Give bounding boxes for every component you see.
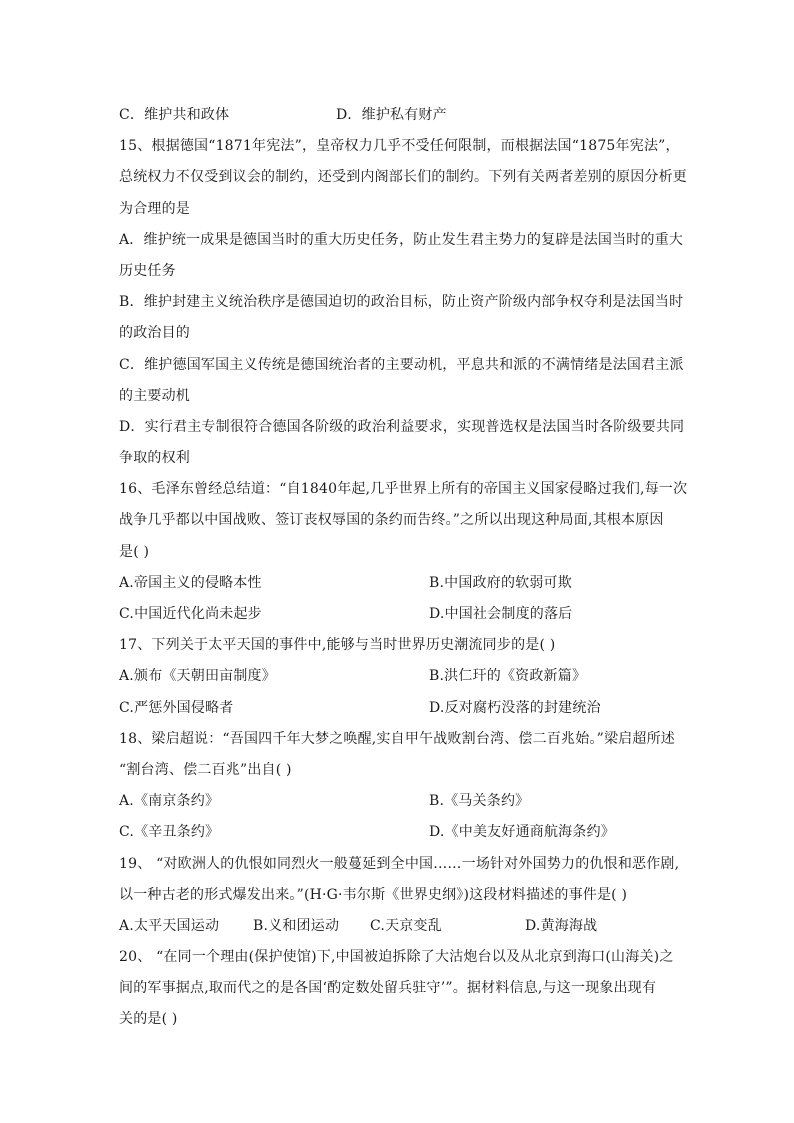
q17-options-ab bbox=[119, 661, 679, 692]
q20-stem-line-1: 20、 “在同一个理由(保护使馆)下,中国被迫拆除了大沽炮台以及从北京到海口(山海关)之 bbox=[119, 949, 674, 966]
q18-option-c: C.《辛丑条约》 bbox=[119, 824, 220, 841]
q15-option-d-line-1: D．实行君主专制很符合德国各阶级的政治利益要求，实现普选权是法国当时各阶级要共同 bbox=[119, 418, 685, 435]
q16-option-d: D.中国社会制度的落后 bbox=[429, 606, 573, 622]
q14-option-c: C．维护共和政体 bbox=[119, 107, 230, 123]
q14-option-d: D．维护私有财产 bbox=[336, 107, 447, 123]
q15-option-d-line-2: 争取的权利 bbox=[119, 450, 190, 467]
q18-options-ab bbox=[119, 786, 679, 817]
q18-stem-line-2: “割台湾、偿二百兆”出自( ) bbox=[119, 761, 292, 778]
q17-option-c: C.严惩外国侵略者 bbox=[119, 699, 234, 716]
q15-stem-line-3: 为合理的是 bbox=[119, 200, 190, 217]
q16-option-a: A.帝国主义的侵略本性 bbox=[119, 574, 262, 591]
q16-option-c: C.中国近代化尚未起步 bbox=[119, 606, 262, 622]
q18-option-b: B.《马关条约》 bbox=[429, 793, 530, 810]
q19-stem-line-1: 19、 “对欧洲人的仇恨如同烈火一般蔓延到全中国……一场针对外国势力的仇恨和恶作剧, bbox=[119, 855, 680, 872]
q15-option-a-line-1: A．维护统一成果是德国当时的重大历史任务，防止发生君主势力的复辟是法国当时的重大 bbox=[119, 231, 684, 248]
q16-option-b: B.中国政府的软弱可欺 bbox=[429, 574, 572, 591]
q15-option-c-line-2: 的主要动机 bbox=[119, 387, 190, 404]
q18-option-d: D.《中美友好通商航海条约》 bbox=[429, 824, 615, 841]
q14-options-cd bbox=[119, 100, 679, 131]
q17-option-d: D.反对腐朽没落的封建统治 bbox=[429, 699, 601, 716]
q16-stem-line-3: 是( ) bbox=[119, 543, 150, 560]
q15-stem-line-1: 15、根据德国“1871年宪法”，皇帝权力几乎不受任何限制，而根据法国“1875年宪法”， bbox=[119, 138, 680, 155]
q19-stem-line-2: 以一种古老的形式爆发出来。”(H·G·韦尔斯《世界史纲》)这段材料描述的事件是( ) bbox=[119, 886, 628, 903]
exam-page bbox=[119, 100, 688, 1036]
q19-option-a: A.太平天国运动 bbox=[119, 917, 220, 934]
q17-options-cd bbox=[119, 693, 679, 724]
q19-option-b: B.义和团运动 bbox=[253, 917, 340, 934]
q17-option-b: B.洪仁玕的《资政新篇》 bbox=[429, 668, 587, 685]
q19-option-c: C.天京变乱 bbox=[370, 917, 442, 934]
q15-option-b-line-2: 的政治目的 bbox=[119, 325, 190, 342]
q17-stem: 17、下列关于太平天国的事件中,能够与当时世界历史潮流同步的是( ) bbox=[119, 637, 556, 654]
q16-stem-line-2: 战争几乎都以中国战败、签订丧权辱国的条约而告终。”之所以出现这种局面,其根本原因 bbox=[119, 512, 664, 529]
q20-stem-line-3: 关的是( ) bbox=[119, 1011, 178, 1028]
q15-option-b-line-1: B．维护封建主义统治秩序是德国迫切的政治目标，防止资产阶级内部争权夺利是法国当时 bbox=[119, 294, 684, 311]
q15-option-a-line-2: 历史任务 bbox=[119, 262, 176, 279]
q15-stem-line-2: 总统权力不仅受到议会的制约，还受到内阁部长们的制约。下列有关两者差别的原因分析更 bbox=[119, 169, 687, 186]
q19-option-d: D.黄海海战 bbox=[525, 917, 598, 934]
q18-option-a: A.《南京条约》 bbox=[119, 793, 220, 810]
q16-options-ab bbox=[119, 568, 679, 599]
q15-option-c-line-1: C．维护德国军国主义传统是德国统治者的主要动机，平息共和派的不满情绪是法国君主派 bbox=[119, 356, 684, 373]
q19-options bbox=[119, 911, 679, 942]
q16-stem-line-1: 16、毛泽东曾经总结道：“自1840年起,几乎世界上所有的帝国主义国家侵略过我们,每一次 bbox=[119, 481, 688, 498]
q18-options-cd bbox=[119, 817, 679, 848]
q17-option-a: A.颁布《天朝田亩制度》 bbox=[119, 668, 276, 685]
q16-options-cd bbox=[119, 599, 679, 630]
q20-stem-line-2: 间的军事据点,取而代之的是各国‘酌定数处留兵驻守’”。据材料信息,与这一现象出现有 bbox=[119, 980, 657, 997]
q18-stem-line-1: 18、梁启超说：“吾国四千年大梦之唤醒,实自甲午战败割台湾、偿二百兆始。”梁启超所述 bbox=[119, 730, 675, 747]
